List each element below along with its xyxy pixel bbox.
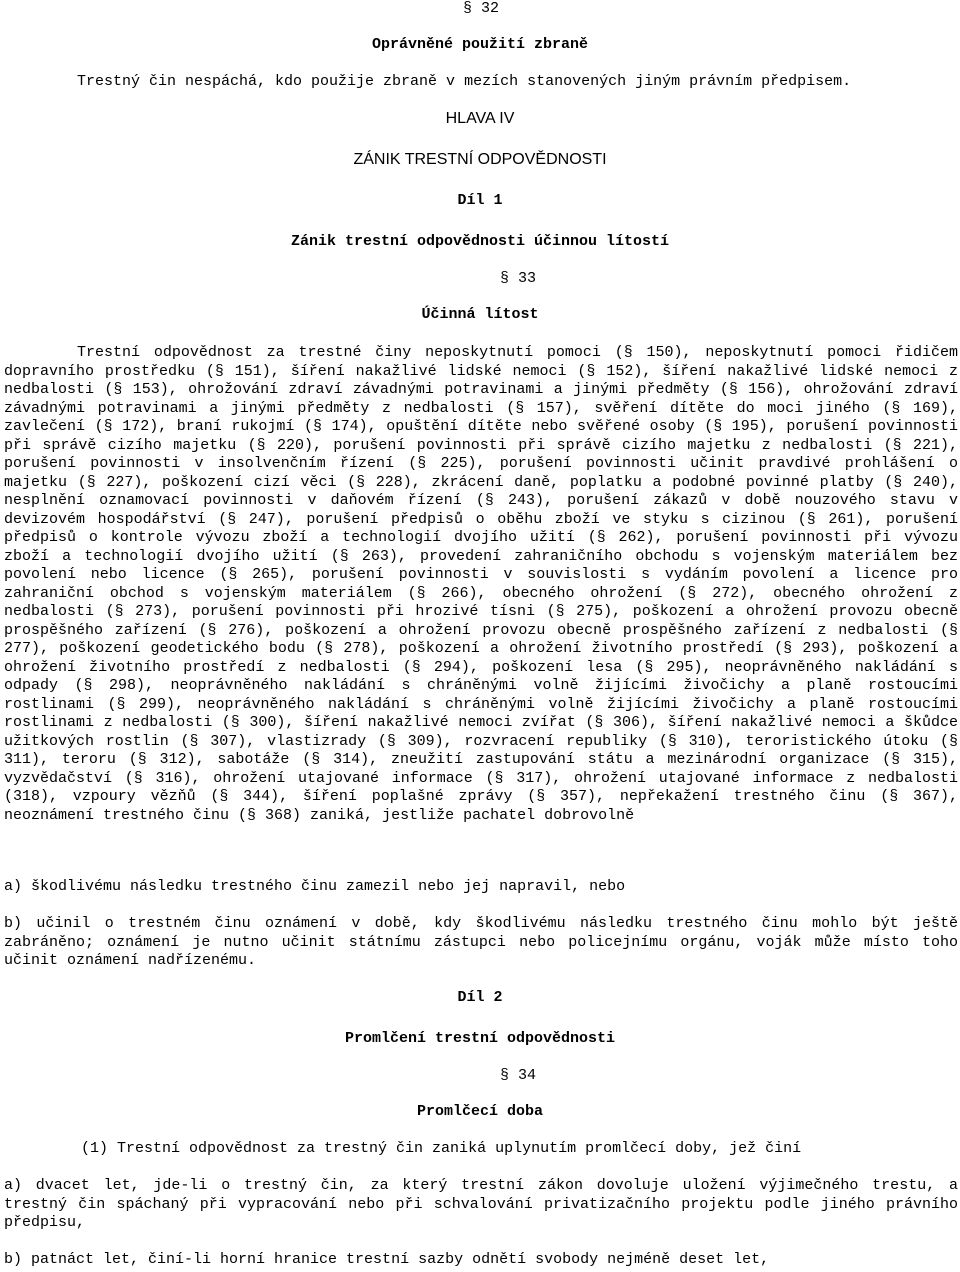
section-33-text: Trestní odpovědnost za trestné činy neposkytnutí pomoci (§ 150), neposkytnutí pomoci řidičem dopravního prostředku (§ 151), šíření nakažlivé lidské nemoci (§ 152), šíření nakažlivé lidské nemoci z nedbalosti (§ 153), ohrožování zdraví závadnými potravinami a jinými předměty (§ 156), ohrožování zdraví závadnými potravinami a jinými předměty z nedbalosti (§ 157), svěření dítěte do moci jiného (§ 169), zavlečení (§ 172), braní rukojmí (§ 174), opuštění dítěte nebo svěřené osoby (§ 195), porušení povinnosti při správě cizího majetku (§ 220), porušení povinnosti při správě cizího majetku z nedbalosti (§ 221), porušení povinnosti v insolvenčním řízení (§ 225), porušení povinnosti učinit pravdivé prohlášení o majetku (§ 227), poškození cizí věci (§ 228), zkrácení daně, poplatku a podobné povinné platby (§ 240), nesplnění oznamovací povinnosti v daňovém řízení (§ 243), porušení zákazů v době nouzového stavu v devizovém hospodářství (§ 247), porušení předpisů o oběhu zboží ve styku s cizinou (§ 261), porušení předpisů o kontrole vývozu zboží a technologií dvojího užití (§ 262), porušení povinnosti při vývozu zboží a technologií dvojího užití (§ 263), provedení zahraničního obchodu s vojenským materiálem bez povolení nebo licence (§ 265), porušení povinnosti v souvislosti s vydáním povolení a licence pro zahraniční obchod s vojenským materiálem (§ 266), obecného ohrožení (§ 272), obecného ohrožení z nedbalosti (§ 273), porušení povinnosti při hrozivé tísni (§ 275), poškození a ohrožení provozu obecně prospěšného zařízení (§ 276), poškození a ohrožení provozu obecně prospěšného zařízení z nedbalosti (§ 277), poškození geodetického bodu (§ 278), poškození a ohrožení životního prostředí (§ 293), poškození a ohrožení životního prostředí z nedbalosti (§ 294), poškození lesa (§ 295), neoprávněného nakládání s odpady (§ 298), neoprávněného nakládání s chráněnými volně žijícími živočichy a planě rostoucími rostlinami (§ 299), neoprávněného nakládání s chráněnými volně žijícími živočichy a planě rostoucími rostlinami z nedbalosti (§ 300), šíření nakažlivé nemoci zvířat (§ 306), šíření nakažlivé nemoci a škůdce užitkových rostlin (§ 307), vlastizrady (§ 309), rozvracení republiky (§ 310), teroristického útoku (§ 311), teroru (§ 312), sabotáže (§ 314), zneužití zastupování státu a mezinárodní organizace (§ 315), vyzvědačství (§ 316), ohrožení utajované informace (§ 317), ohrožení utajované informace z nedbalosti (318), vzpoury vězňů (§ 344), šíření poplašné zprávy (§ 357), nepřekažení trestného činu (§ 367), neoznámení trestného činu (§ 368) zaniká, jestliže pachatel dobrovolně bbox=[4, 344, 958, 824]
section-34-number: § 34 bbox=[500, 1067, 537, 1084]
chapter-title: ZÁNIK TRESTNÍ ODPOVĚDNOSTI bbox=[353, 151, 607, 168]
section-33-item-a: a) škodlivému následku trestného činu zamezil nebo jej napravil, nebo bbox=[4, 878, 626, 895]
part-1-number: Díl 1 bbox=[457, 192, 503, 209]
section-34-paragraph-1: (1) Trestní odpovědnost za trestný čin zaniká uplynutím promlčecí doby, jež činí bbox=[81, 1140, 802, 1157]
section-34-item-a: a) dvacet let, jde-li o trestný čin, za který trestní zákon dovoluje uložení výjimečného trestu, a trestný čin spáchaný při vypracování nebo při schvalování privatizačního projektu podle jiného právního předpisu, bbox=[4, 1177, 958, 1231]
section-32-text: Trestný čin nespáchá, kdo použije zbraně v mezích stanovených jiným právním předpisem. bbox=[77, 73, 852, 90]
chapter-number: HLAVA IV bbox=[445, 110, 515, 127]
section-32-title: Oprávněné použití zbraně bbox=[371, 36, 589, 53]
part-2-number: Díl 2 bbox=[457, 989, 503, 1006]
section-34-title: Promlčecí doba bbox=[416, 1103, 544, 1120]
part-1-title: Zánik trestní odpovědnosti účinnou lítostí bbox=[290, 233, 670, 250]
part-2-title: Promlčení trestní odpovědnosti bbox=[344, 1030, 616, 1047]
section-33-title: Účinná lítost bbox=[421, 306, 539, 323]
section-33-item-b: b) učinil o trestném činu oznámení v době, kdy škodlivému následku trestného činu mohlo být ještě zabráněno; oznámení je nutno učinit státnímu zástupci nebo policejnímu orgánu, voják může místo toho učinit oznámení nadřízenému. bbox=[4, 915, 958, 969]
section-34-item-b: b) patnáct let, činí-li horní hranice trestní sazby odnětí svobody nejméně deset let, bbox=[4, 1251, 770, 1268]
section-33-number: § 33 bbox=[500, 270, 537, 287]
section-32-number: § 32 bbox=[463, 0, 500, 17]
